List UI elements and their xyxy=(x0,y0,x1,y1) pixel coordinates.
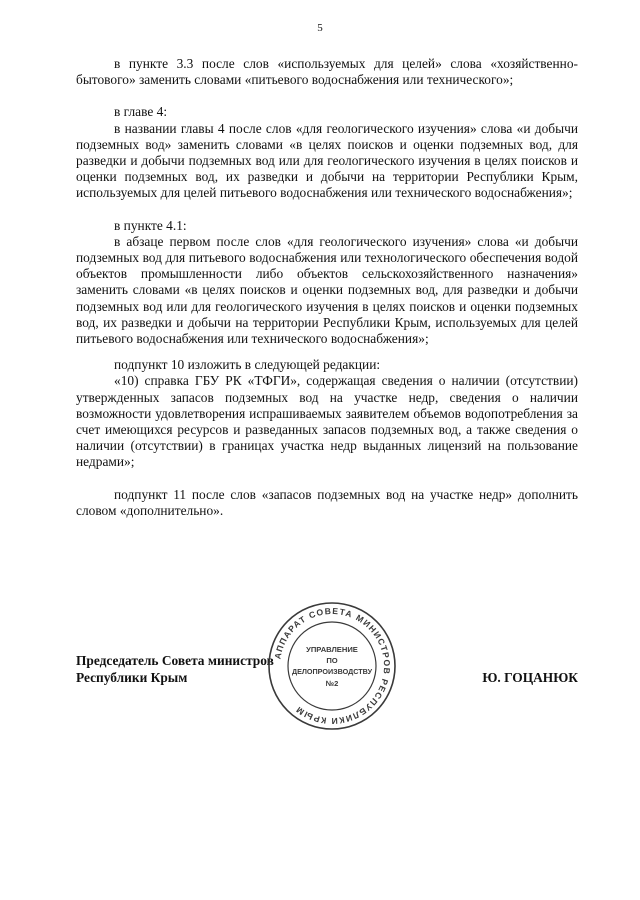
paragraph-first-abzac: в абзаце первом после слов «для геологического изучения» слова «и добычи подземных вод для питьевого водоснабжения или технологического обеспечения водой объектов промышленности либо объектов сельскохозяйственного назначения» заменить словами «в целях поисков и оценки подземных вод, для разведки и добычи подземных вод или для геологического изучения в целях поисков и оценки подземных вод, их разведки и добычи на территории Республики Крым, используемых для целей питьевого водоснабжения или технического водоснабжения»; xyxy=(76,233,578,347)
paragraph-chapter-4-title: в названии главы 4 после слов «для геологического изучения» слова «и добычи подземных вод» заменить словами «в целях поисков и оценки подземных вод, для разведки и добычи подземных вод или для геологического изучения в целях поисков и оценки подземных вод, их разведки и добычи на территории Республики Крым, используемых для целей питьевого водоснабжения или технического водоснабжения»; xyxy=(76,120,578,201)
stamp-line-1: УПРАВЛЕНИЕ xyxy=(306,645,358,654)
paragraph-spacer xyxy=(76,88,578,104)
page-number: 5 xyxy=(317,22,323,34)
paragraph-item-3-3: в пункте 3.3 после слов «используемых для целей» слова «хозяйственно-бытового» заменить словами «питьевого водоснабжения или технического»; xyxy=(76,56,578,88)
paragraph-subitem-10-text: «10) справка ГБУ РК «ТФГИ», содержащая сведения о наличии (отсутствии) утвержденных запасов подземных вод на участке недр, сведения о наличии возможности удовлетворения испрашиваемых заявителем объемов водопотребления за счет имеющихся ресурсов и разведанных запасов подземных вод, а также сведения о наличии (отсутствии) в границах участка недр выданных лицензий на пользование недрами»; xyxy=(76,373,578,470)
paragraph-item-4-1: в пункте 4.1: xyxy=(114,217,187,233)
stamp-line-3: ДЕЛОПРОИЗВОДСТВУ xyxy=(291,667,373,676)
stamp-seal-icon xyxy=(266,600,398,732)
signatory-name: Ю. ГОЦАНЮК xyxy=(482,670,578,685)
stamp-ring-text xyxy=(272,606,392,726)
stamp-ring-textpath: АППАРАТ СОВЕТА МИНИСТРОВ РЕСПУБЛИКИ КРЫМ xyxy=(272,605,393,727)
signatory-title-line1: Председатель Совета министров xyxy=(76,653,274,668)
paragraph-spacer xyxy=(76,347,578,357)
paragraph-spacer xyxy=(76,471,578,487)
signatory-title xyxy=(76,652,274,686)
paragraph-subitem-11: подпункт 11 после слов «запасов подземных вод на участке недр» дополнить словом «дополнительно». xyxy=(76,486,578,518)
stamp-line-2: ПО xyxy=(326,656,338,665)
paragraph-spacer xyxy=(76,202,578,218)
paragraph-chapter-4: в главе 4: xyxy=(114,104,168,120)
paragraph-subitem-10-intro: подпункт 10 изложить в следующей редакции: xyxy=(114,357,381,373)
stamp-line-4: №2 xyxy=(325,679,339,688)
stamp-inner-ring xyxy=(288,622,376,710)
document-body xyxy=(76,56,578,519)
signatory-title-line2: Республики Крым xyxy=(76,670,188,685)
official-stamp xyxy=(266,600,398,732)
